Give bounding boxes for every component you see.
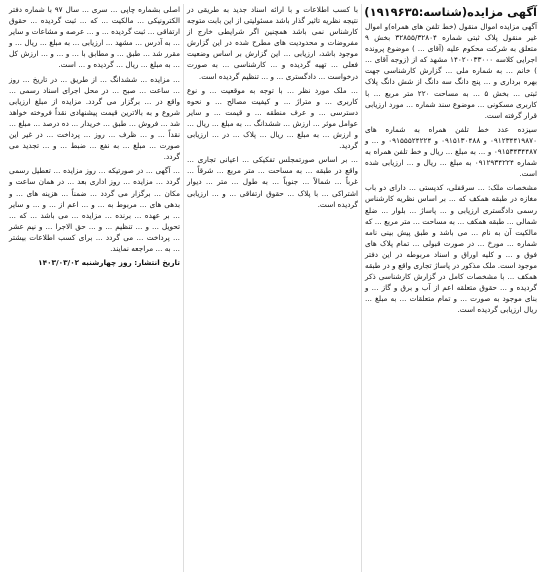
notice-paragraph: مشخصات ملک: ... سرقفلی، کدپستی ... دارای دو باب مغازه در طبقه همکف که ... بر اساس نظریه کارشناس رسمی دادگستری ارزیابی و ... پاساژ ... بلوار ... ضلع شمالی ... طبقه همکف ... به مساحت ... متر مربع ... که مالکیت آن به نام ... می باشد و طبق پیش بینی نامه شماره ... مورخ ... در صورت قبولی ... تمام پلاک های فوق و ... و کلیه اوراق و اسناد مربوطه در این دفتر موجود است. ملک مذکور در پاساژ تجاری واقع و در طبقه همکف ... با مشخصات کامل در گزارش کارشناسی ذکر گردیده و ... حقوق متعلقه اعم از آب و برق و گاز ... و بنای موجود به صورت ... و تمام متعلقات ... به مبلغ ... ریال ارزیابی گردیده است. (365, 183, 537, 315)
notice-paragraph: ... ملک مورد نظر ... با توجه به موقعیت ... و نوع کاربری ... و متراژ ... و کیفیت مصالح ... و نحوه دسترسی ... و عرف منطقه ... و قیمت ... و سایر عوامل موثر ... ارزش ... ششدانگ ... به مبلغ ... ریال ... و ارزش ... به مبلغ ... ریال ... پلاک ... در ... ارزیابی گردید. (187, 85, 358, 151)
notice-paragraph: ... آگهی ... در صورتیکه ... روز مزایده ... تعطیل رسمی گردد ... مزایده ... روز اداری بعد ... در همان ساعت و مکان ... برگزار می گردد ... ضمناً ... هزینه های ... و بدهی های ... مربوط به ... و ... اعم از ... و ... و سایر ... بر عهده ... برنده ... مزایده ... می باشد ... که ... تحویل ... و ... تنظیم ... و ... حق الاجرا ... و نیم عشر ... پرداخت ... می گردد ... برای کسب اطلاعات بیشتر ... به ... مراجعه نمایند. (9, 166, 180, 253)
column-middle (184, 4, 362, 572)
notice-paragraph: ... مزایده ... ششدانگ ... از طریق ... در تاریخ ... روز ... ساعت ... صبح ... در محل اجرای اسناد رسمی ... واقع در ... برگزار می گردد. مزایده از مبلغ ارزیابی شروع و به بالاترین قیمت پیشنهادی نقداً فروخته خواهد شد ... فروش ... طبق ... خریدار ... ده درصد ... مبلغ ... نقداً ... و ... ظرف ... روز ... پرداخت ... در غیر این صورت ... مبلغ ... به نفع ... ضبط ... و ... تجدید می گردد. (9, 74, 180, 162)
notice-paragraph: ... بر اساس صورتمجلس تفکیکی ... اعیانی تجاری ... واقع در طبقه ... به مساحت ... متر مربع ... شرقاً ... غرباً ... شمالاً ... جنوباً ... به طول ... متر ... دیوار اشتراکی ... با پلاک ... حقوق ارتفاقی ... و ... ارزیابی گردیده است. (187, 155, 358, 209)
column-left (6, 4, 184, 572)
notice-paragraph: آگهی مزایده اموال منقول (خط تلفن های همراه)و اموال غیر منقول پلاک ثبتی شماره ۳۲۸۵۵/۳۲۸۰۴ بخش ۹ متعلق به شرکت محکوم علیه (آقای ... ) موضوع پرونده اجرایی کلاسه ۱۴۰۲۰۰۳۳۰۰۰ مشهد که از (زوجه آقای ... ) خانم ... به شماره ملی ... گزارش کارشناسی جهت بهره برداری و ... پنج دانگ سه دانگ از شش دانگ پلاک ثبتی ... بخش ۵ ... به مساحت ۲۲۰ متر مربع ... با کاربری مسکونی ... موضوع سند شماره ... مورد ارزیابی قرار گرفته است. (365, 22, 538, 120)
column-right (362, 4, 540, 572)
publish-date: تاریخ انتشار: روز چهارشنبه ۱۴۰۳/۰۳/۰۲ (38, 258, 180, 268)
notice-paragraph: با کسب اطلاعات و با ارائه اسناد جدید به طریقی در نتیجه نظریه تاثیر گذار باشد مسئولیتی از این بابت متوجه کارشناس نمی باشد همچنین اگر شرایطی خارج از مفروضات و محدودیت های مطرح شده در این گزارش موجود باشد، ارزیابی ... این گزارش بر اساس وضعیت فعلی ... تهیه گردیده و ... کارشناسی ... به صورت درخواست ... دادگستری ... و ... تنظیم گردیده است. (187, 5, 358, 81)
notice-columns (4, 4, 540, 572)
notice-paragraph: اصلی بشماره چاپی ... سری ... سال ۹۷ با شماره دفتر الکترونیکی ... مالکیت ... که ... ثبت گردیده ... حقوق ارتفاقی ... ثبت گردیده ... و ... عرصه و مشاعات و سایر ... به آدرس ... مشهد ... ارزیابی ... به مبلغ ... ریال ... و مقرر شد ... طبق ... و مطابق با ... و ... و ... ارزش کل ... به مبلغ ... ریال ... گردیده و ... است. (9, 5, 180, 70)
notice-paragraph: سیزده عدد خط تلفن همراه به شماره های ۰۹۱۲۳۴۴۱۹۸۷۰ و ۰۹۱۵۱۳۰۴۸۸ و ۰۹۱۵۵۵۲۴۲۲۴ و ... و ۰۹۱۵۳۴۳۴۴۸۷ و ... به مبلغ ... ریال و خط تلفن همراه به شماره ۰۹۱۲۹۳۴۲۲۴ به مبلغ ... ریال و ... ارزیابی شده است. (365, 124, 537, 179)
notice-title: آگهی مزایده(شناسه:۱۹۱۹۶۳۵) (364, 5, 537, 19)
